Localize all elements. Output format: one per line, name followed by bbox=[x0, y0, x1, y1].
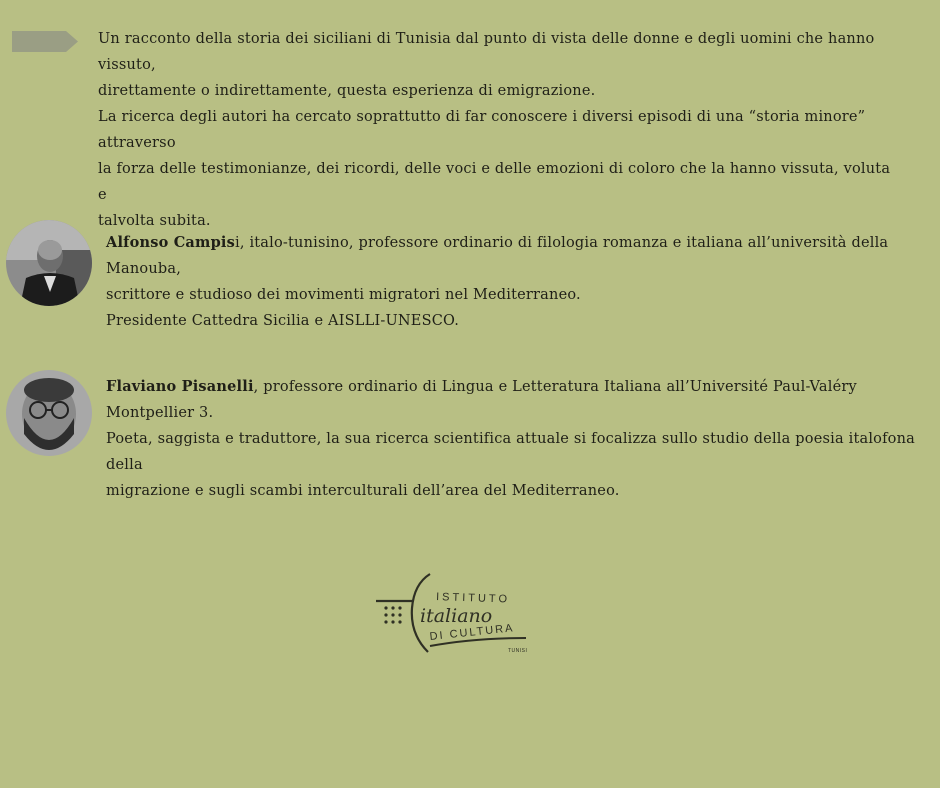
intro-line: La ricerca degli autori ha cercato soprattutto di far conoscere i diversi episodi di una “storia minore” attraverso bbox=[98, 109, 866, 151]
intro-line: la forza delle testimonianze, dei ricordi, delle voci e delle emozioni di coloro che la hanno vissuta, voluta e bbox=[98, 161, 891, 203]
bio-text bbox=[106, 374, 926, 504]
avatar bbox=[6, 370, 92, 456]
dot-grid-icon bbox=[384, 606, 401, 623]
bio-line: migrazione e sugli scambi interculturali dell’area del Mediterraneo. bbox=[106, 483, 620, 499]
intro-line: Un racconto della storia dei siciliani di Tunisia dal punto di vista delle donne e degli uomini che hanno vissuto, bbox=[98, 31, 875, 73]
intro-line: direttamente o indirettamente, questa esperienza di emigrazione. bbox=[98, 83, 596, 99]
bio-line: Presidente Cattedra Sicilia e AISLLI-UNESCO. bbox=[106, 313, 460, 329]
istituto-italiano-cultura-logo bbox=[374, 568, 534, 660]
logo-line-2: italiano bbox=[420, 605, 493, 627]
intro-line: talvolta subita. bbox=[98, 213, 211, 229]
bio-line: scrittore e studioso dei movimenti migratori nel Mediterraneo. bbox=[106, 287, 581, 303]
logo-line-4: TUNISI bbox=[508, 648, 528, 654]
bio-line: i, italo-tunisino, professore ordinario di filologia romanza e italiana all’università della Manouba, bbox=[106, 235, 889, 277]
intro-paragraph bbox=[98, 26, 898, 234]
avatar bbox=[6, 220, 92, 306]
author-name: Alfonso Campis bbox=[106, 234, 235, 251]
arrow-marker-icon bbox=[12, 31, 78, 52]
logo-line-3: DI CULTURA bbox=[429, 622, 516, 643]
author-name: Flaviano Pisanelli bbox=[106, 378, 254, 395]
bio-text bbox=[106, 230, 926, 334]
bio-line: Poeta, saggista e traduttore, la sua ricerca scientifica attuale si focalizza sullo studio della poesia italofona della bbox=[106, 431, 915, 473]
logo-line-1: ISTITUTO bbox=[435, 591, 511, 606]
bio-line: , professore ordinario di Lingua e Letteratura Italiana all’Université Paul-Valéry Montpellier 3. bbox=[106, 379, 857, 421]
